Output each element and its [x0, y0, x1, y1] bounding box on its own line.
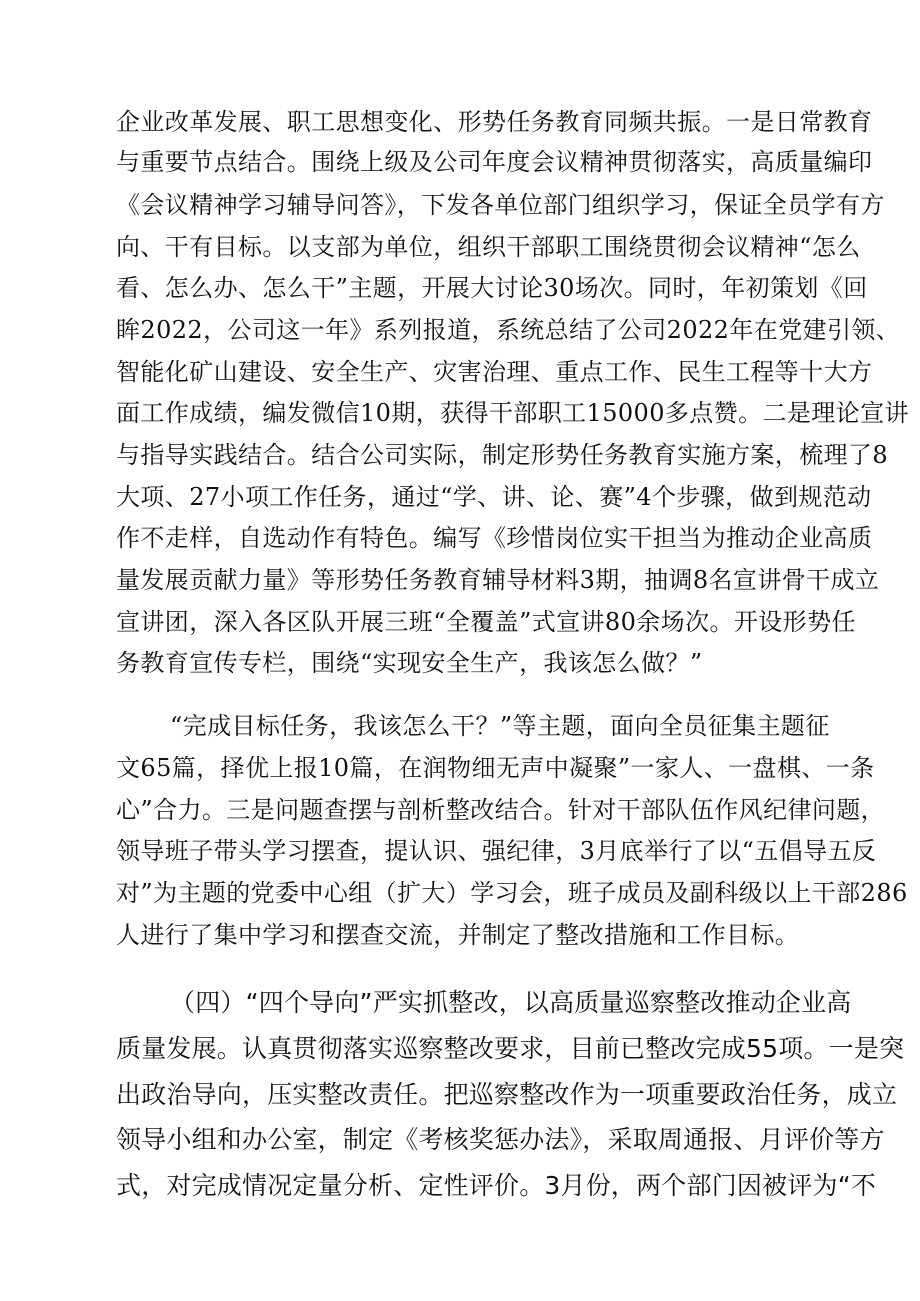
text-line: 出政治导向，压实整改责任。把巡察整改作为一项重要政治任务，成立	[116, 1080, 898, 1109]
text-line: 人进行了集中学习和摆查交流，并制定了整改措施和工作目标。	[116, 921, 800, 949]
text-line: 宣讲团，深入各区队开展三班“全覆盖”式宣讲80余场次。开设形势任	[116, 608, 856, 636]
text-line: 心”合力。三是问题查摆与剖析整改结合。针对干部队伍作风纪律问题，	[116, 796, 886, 824]
text-line: 向、干有目标。以支部为单位，组织干部职工围绕贯彻会议精神“怎么	[116, 233, 861, 261]
text-line: 与指导实践结合。结合公司实际，制定形势任务教育实施方案，梳理了8	[116, 441, 889, 469]
text-line: 眸2022，公司这一年》系列报道，系统总结了公司2022年在党建引领、	[116, 316, 901, 344]
text-line: 务教育宣传专栏，围绕“实现安全生产，我该怎么做？”	[116, 649, 703, 677]
text-line: 作不走样，自选动作有特色。编写《珍惜岗位实干担当为推动企业高质	[116, 524, 873, 552]
section-heading-line: （四）“四个导向”严实抓整改，以高质量巡察整改推动企业高	[170, 988, 852, 1017]
text-line: 企业改革发展、职工思想变化、形势任务教育同频共振。一是日常教育	[116, 108, 873, 136]
text-line: 《会议精神学习辅导问答》，下发各单位部门组织学习，保证全员学有方	[116, 191, 885, 219]
text-line: 大项、27小项工作任务，通过“学、讲、论、赛”4个步骤，做到规范动	[116, 483, 872, 511]
text-line: 智能化矿山建设、安全生产、灾害治理、重点工作、民生工程等十大方	[116, 358, 873, 386]
text-line: 式，对完成情况定量分析、定性评价。3月份，两个部门因被评为“不	[116, 1171, 877, 1200]
text-line: 与重要节点结合。围绕上级及公司年度会议精神贯彻落实，高质量编印	[116, 148, 873, 176]
text-line: 质量发展。认真贯彻落实巡察整改要求，目前已整改完成55项。一是突	[116, 1034, 905, 1063]
paragraph-start-line: “完成目标任务，我该怎么干？”等主题，面向全员征集主题征	[170, 712, 830, 740]
text-line: 文65篇，择优上报10篇，在润物细无声中凝聚”一家人、一盘棋、一条	[116, 754, 875, 782]
text-line: 领导小组和办公室，制定《考核奖惩办法》，采取周通报、月评价等方	[116, 1125, 885, 1154]
text-line: 面工作成绩，编发微信10期，获得干部职工15000多点赞。二是理论宣讲	[116, 399, 909, 427]
text-line: 看、怎么办、怎么干”主题，开展大讨论30场次。同时，年初策划《回	[116, 274, 868, 302]
text-line: 对”为主题的党委中心组（扩大）学习会，班子成员及副科级以上干部286	[116, 879, 908, 907]
text-line: 领导班子带头学习摆查，提认识、强纪律，3月底举行了以“五倡导五反	[116, 837, 877, 865]
text-line: 量发展贡献力量》等形势任务教育辅导材料3期，抽调8名宣讲骨干成立	[116, 566, 880, 594]
